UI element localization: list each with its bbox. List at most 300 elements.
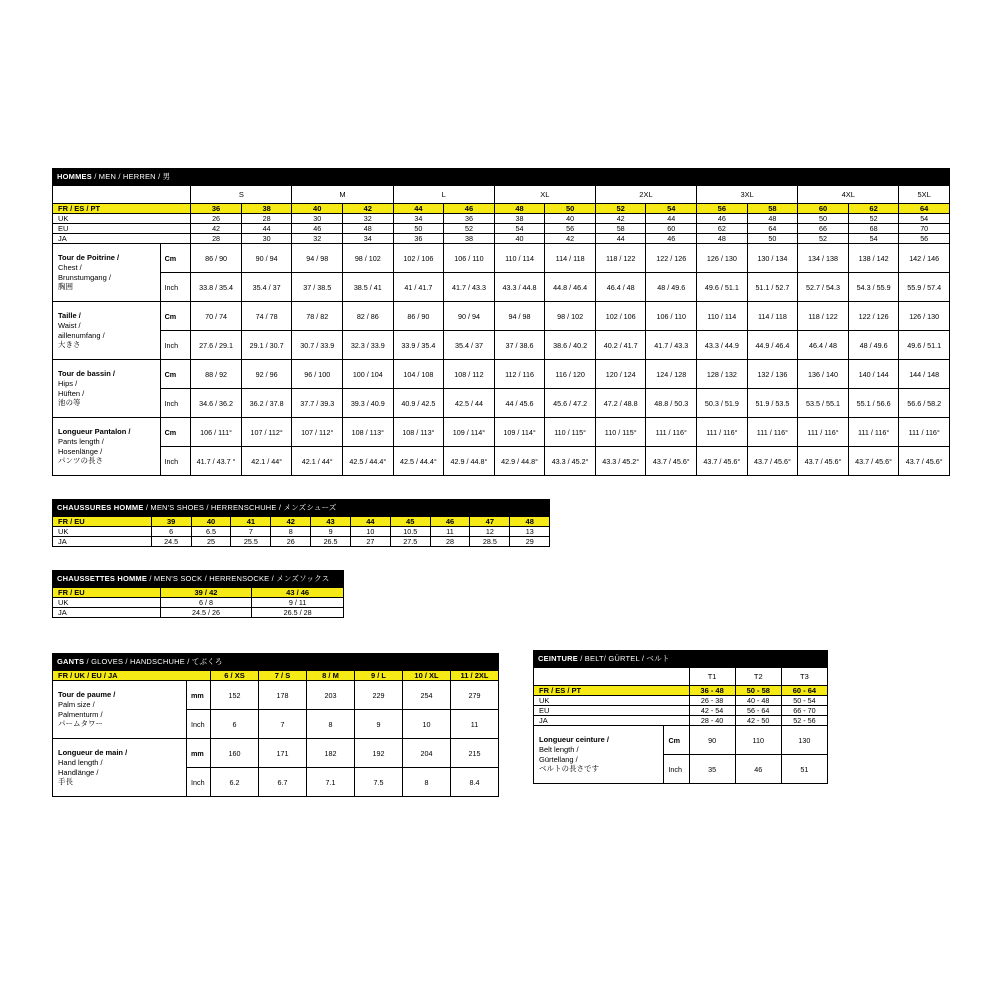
men-measure-value-inch: 32.3 / 33.9 <box>343 331 394 360</box>
men-size-value: 38 <box>444 234 495 244</box>
shoes-value: 27 <box>351 537 391 547</box>
men-measure-value-cm: 118 / 122 <box>595 244 646 273</box>
socks-value: 39 / 42 <box>160 588 252 598</box>
shoes-value: 6.5 <box>191 527 231 537</box>
men-measure-value-inch: 42.5 / 44 <box>444 389 495 418</box>
men-measure-value-inch: 41 / 41.7 <box>393 273 444 302</box>
men-measure-value-cm: 142 / 146 <box>899 244 950 273</box>
men-measure-value-inch: 43.7 / 45.6° <box>697 447 748 476</box>
gloves-value-mm: 182 <box>307 739 355 768</box>
belt-title-rest: / BELT/ GÜRTEL / ベルト <box>577 654 670 663</box>
belt-measure-value-cm: 110 <box>735 726 781 755</box>
men-measure-value-inch: 43.7 / 45.6° <box>747 447 798 476</box>
belt-measure-value-inch: 35 <box>689 755 735 784</box>
shoes-row <box>53 537 550 547</box>
socks-row-label: JA <box>53 608 161 618</box>
gloves-value-mm: 215 <box>451 739 499 768</box>
gloves-value-mm: 254 <box>403 681 451 710</box>
men-size-value: 38 <box>241 204 292 214</box>
men-measure-value-cm: 106 / 110 <box>646 302 697 331</box>
men-size-value: 56 <box>697 204 748 214</box>
shoes-value: 12 <box>470 527 510 537</box>
gloves-value-inch: 7.1 <box>307 768 355 797</box>
men-size-value: 40 <box>494 234 545 244</box>
men-group-size: L <box>393 186 494 204</box>
gloves-value-inch: 8.4 <box>451 768 499 797</box>
measure-label: Tour de Poitrine / Chest / Brunstumgang / 胸囲 <box>53 244 161 302</box>
gloves-measure-row-mm <box>53 681 499 710</box>
men-standard-row <box>53 214 950 224</box>
men-measure-value-inch: 37 / 38.6 <box>494 331 545 360</box>
men-measure-value-cm: 138 / 142 <box>848 244 899 273</box>
men-measure-value-inch: 38.6 / 40.2 <box>545 331 596 360</box>
men-measure-value-cm: 70 / 74 <box>191 302 242 331</box>
belt-row-label: UK <box>534 696 690 706</box>
men-measure-value-cm: 94 / 98 <box>292 244 343 273</box>
socks-value: 9 / 11 <box>252 598 344 608</box>
gloves-value-inch: 7 <box>259 710 307 739</box>
shoes-row-label: UK <box>53 527 152 537</box>
gloves-value-mm: 192 <box>355 739 403 768</box>
men-measure-value-inch: 44.8 / 46.4 <box>545 273 596 302</box>
men-size-value: 38 <box>494 214 545 224</box>
men-size-value: 48 <box>697 234 748 244</box>
men-measure-value-inch: 42.1 / 44° <box>241 447 292 476</box>
men-measure-value-inch: 45.6 / 47.2 <box>545 389 596 418</box>
gloves-size: 8 / M <box>307 671 355 681</box>
men-size-value: 32 <box>343 214 394 224</box>
men-size-value: 54 <box>494 224 545 234</box>
belt-row-label: JA <box>534 716 690 726</box>
men-measure-value-cm: 90 / 94 <box>241 244 292 273</box>
men-measure-value-cm: 108 / 113° <box>393 418 444 447</box>
men-group-size: 5XL <box>899 186 950 204</box>
men-measure-value-inch: 40.9 / 42.5 <box>393 389 444 418</box>
shoes-row <box>53 527 550 537</box>
men-measure-value-cm: 90 / 94 <box>444 302 495 331</box>
gloves-header-label: FR / UK / EU / JA <box>53 671 211 681</box>
belt-row-label: EU <box>534 706 690 716</box>
belt-row <box>534 706 828 716</box>
gloves-value-inch: 8 <box>403 768 451 797</box>
shoes-value: 9 <box>311 527 351 537</box>
shoes-value: 39 <box>151 517 191 527</box>
men-size-value: 34 <box>343 234 394 244</box>
men-measure-value-cm: 136 / 140 <box>798 360 849 389</box>
men-size-value: 28 <box>241 214 292 224</box>
belt-measure-value-inch: 46 <box>735 755 781 784</box>
men-size-value: 36 <box>444 214 495 224</box>
gloves-title: GANTS <box>57 657 85 666</box>
shoes-value: 25 <box>191 537 231 547</box>
men-row-label: JA <box>53 234 191 244</box>
men-size-value: 52 <box>444 224 495 234</box>
men-size-value: 44 <box>646 214 697 224</box>
men-measure-value-inch: 39.3 / 40.9 <box>343 389 394 418</box>
belt-row-label: FR / ES / PT <box>534 686 690 696</box>
men-measure-value-cm: 108 / 112 <box>444 360 495 389</box>
men-title-rest: / MEN / HERREN / 男 <box>91 172 171 181</box>
shoes-value: 41 <box>231 517 271 527</box>
shoes-value: 10.5 <box>390 527 430 537</box>
socks-row <box>53 608 344 618</box>
unit-cm: Cm <box>664 726 689 755</box>
men-size-value: 68 <box>848 224 899 234</box>
men-size-table <box>52 185 950 476</box>
men-measure-value-inch: 50.3 / 51.9 <box>697 389 748 418</box>
belt-value: 26 - 38 <box>689 696 735 706</box>
men-measure-value-cm: 92 / 96 <box>241 360 292 389</box>
men-measure-value-inch: 43.3 / 44.8 <box>494 273 545 302</box>
men-size-value: 52 <box>595 204 646 214</box>
men-measure-value-inch: 37.7 / 39.3 <box>292 389 343 418</box>
men-socks-block <box>52 570 344 618</box>
belt-measure-value-cm: 130 <box>781 726 827 755</box>
men-measure-value-inch: 56.6 / 58.2 <box>899 389 950 418</box>
men-measure-value-inch: 47.2 / 48.8 <box>595 389 646 418</box>
men-size-value: 32 <box>292 234 343 244</box>
men-measure-value-cm: 110 / 115° <box>545 418 596 447</box>
socks-size-table <box>52 587 344 618</box>
men-size-value: 42 <box>595 214 646 224</box>
measure-label: Longueur Pantalon / Pants length / Hosenlänge / パンツの長さ <box>53 418 161 476</box>
men-group-size: S <box>191 186 292 204</box>
men-measure-value-inch: 54.3 / 55.9 <box>848 273 899 302</box>
men-size-value: 44 <box>393 204 444 214</box>
socks-row-label: UK <box>53 598 161 608</box>
men-measure-value-cm: 140 / 144 <box>848 360 899 389</box>
men-size-value: 36 <box>191 204 242 214</box>
shoes-value: 47 <box>470 517 510 527</box>
gloves-value-inch: 9 <box>355 710 403 739</box>
unit-mm: mm <box>187 739 211 768</box>
shoes-value: 28.5 <box>470 537 510 547</box>
men-measure-value-cm: 128 / 132 <box>697 360 748 389</box>
men-size-value: 66 <box>798 224 849 234</box>
men-measure-value-inch: 43.7 / 45.6° <box>646 447 697 476</box>
men-size-value: 40 <box>292 204 343 214</box>
men-standard-row <box>53 204 950 214</box>
men-size-value: 58 <box>747 204 798 214</box>
men-size-value: 70 <box>899 224 950 234</box>
belt-size: T1 <box>689 668 735 686</box>
men-measure-value-inch: 41.7 / 43.3 <box>646 331 697 360</box>
men-measure-value-cm: 107 / 112° <box>241 418 292 447</box>
belt-block <box>533 650 828 784</box>
unit-inch: Inch <box>664 755 689 784</box>
men-measure-value-cm: 106 / 111° <box>191 418 242 447</box>
men-measure-value-inch: 38.5 / 41 <box>343 273 394 302</box>
shoes-value: 11 <box>430 527 470 537</box>
men-size-value: 56 <box>545 224 596 234</box>
shoes-value: 42 <box>271 517 311 527</box>
unit-inch: Inch <box>160 331 191 360</box>
men-measure-value-cm: 94 / 98 <box>494 302 545 331</box>
men-measure-value-inch: 41.7 / 43.7 ° <box>191 447 242 476</box>
men-measure-value-inch: 36.2 / 37.8 <box>241 389 292 418</box>
belt-value: 66 - 70 <box>781 706 827 716</box>
men-measure-value-cm: 96 / 100 <box>292 360 343 389</box>
men-measure-value-inch: 35.4 / 37 <box>444 331 495 360</box>
men-size-value: 64 <box>747 224 798 234</box>
men-measure-value-cm: 111 / 116° <box>848 418 899 447</box>
men-measure-value-inch: 46.4 / 48 <box>798 331 849 360</box>
men-size-value: 30 <box>241 234 292 244</box>
men-measure-value-inch: 55.1 / 56.6 <box>848 389 899 418</box>
men-measure-value-cm: 111 / 116° <box>697 418 748 447</box>
belt-value: 56 - 64 <box>735 706 781 716</box>
men-measure-value-inch: 41.7 / 43.3 <box>444 273 495 302</box>
shoes-value: 46 <box>430 517 470 527</box>
men-measure-row-cm <box>53 418 950 447</box>
shoes-title-rest: / MEN'S SHOES / HERRENSCHUHE / メンズシューズ <box>143 503 337 512</box>
men-measure-value-inch: 44 / 45.6 <box>494 389 545 418</box>
men-size-value: 52 <box>798 234 849 244</box>
measure-label: Tour de bassin / Hips / Hüften / 池の等 <box>53 360 161 418</box>
men-size-value: 54 <box>848 234 899 244</box>
men-measure-value-inch: 52.7 / 54.3 <box>798 273 849 302</box>
men-size-value: 44 <box>241 224 292 234</box>
men-size-value: 46 <box>292 224 343 234</box>
unit-cm: Cm <box>160 302 191 331</box>
men-measure-value-inch: 42.1 / 44° <box>292 447 343 476</box>
belt-value: 42 - 54 <box>689 706 735 716</box>
belt-block-title <box>533 650 828 667</box>
men-size-value: 62 <box>697 224 748 234</box>
shoes-value: 28 <box>430 537 470 547</box>
men-group-header-row <box>53 186 950 204</box>
men-row-label: EU <box>53 224 191 234</box>
men-measure-value-inch: 43.7 / 45.6° <box>798 447 849 476</box>
men-measure-value-cm: 126 / 130 <box>697 244 748 273</box>
measure-label: Taille / Waist / aillenumfang / 大きさ <box>53 302 161 360</box>
men-measure-value-cm: 122 / 126 <box>646 244 697 273</box>
men-size-value: 58 <box>595 224 646 234</box>
men-measure-value-cm: 100 / 104 <box>343 360 394 389</box>
belt-title: CEINTURE <box>538 654 578 663</box>
shoes-size-table <box>52 516 550 547</box>
men-measure-value-cm: 132 / 136 <box>747 360 798 389</box>
men-measure-value-cm: 82 / 86 <box>343 302 394 331</box>
men-size-value: 42 <box>191 224 242 234</box>
belt-group-header-row <box>534 668 828 686</box>
gloves-value-inch: 6.2 <box>211 768 259 797</box>
men-size-value: 50 <box>747 234 798 244</box>
men-measure-value-cm: 134 / 138 <box>798 244 849 273</box>
men-measure-value-inch: 48 / 49.6 <box>646 273 697 302</box>
men-measure-value-cm: 109 / 114° <box>444 418 495 447</box>
men-measure-value-cm: 110 / 114 <box>494 244 545 273</box>
men-size-value: 46 <box>697 214 748 224</box>
men-measure-value-inch: 42.9 / 44.8° <box>494 447 545 476</box>
shoes-value: 45 <box>390 517 430 527</box>
men-measure-value-inch: 40.2 / 41.7 <box>595 331 646 360</box>
measure-label: Longueur ceinture / Belt length / Gürtellang / ベルトの長さです <box>534 726 664 784</box>
men-measure-value-cm: 112 / 116 <box>494 360 545 389</box>
men-measure-value-cm: 102 / 106 <box>393 244 444 273</box>
men-measure-value-cm: 144 / 148 <box>899 360 950 389</box>
men-row-label: FR / ES / PT <box>53 204 191 214</box>
men-measure-value-inch: 29.1 / 30.7 <box>241 331 292 360</box>
men-measure-value-inch: 44.9 / 46.4 <box>747 331 798 360</box>
men-measure-value-inch: 49.6 / 51.1 <box>899 331 950 360</box>
shoes-row-label: JA <box>53 537 152 547</box>
shoes-value: 27.5 <box>390 537 430 547</box>
men-title: HOMMES <box>57 172 92 181</box>
shoes-title: CHAUSSURES HOMME <box>57 503 144 512</box>
men-measure-value-cm: 86 / 90 <box>191 244 242 273</box>
men-size-value: 40 <box>545 214 596 224</box>
gloves-size: 9 / L <box>355 671 403 681</box>
men-group-size: XL <box>494 186 595 204</box>
socks-title-rest: / MEN'S SOCK / HERRENSOCKE / メンズソックス <box>147 574 330 583</box>
men-measure-value-cm: 108 / 113° <box>343 418 394 447</box>
men-measure-value-cm: 102 / 106 <box>595 302 646 331</box>
belt-value: 50 - 58 <box>735 686 781 696</box>
belt-size-table <box>533 667 828 784</box>
men-size-value: 62 <box>848 204 899 214</box>
gloves-value-inch: 6.7 <box>259 768 307 797</box>
socks-value: 24.5 / 26 <box>160 608 252 618</box>
shoes-value: 7 <box>231 527 271 537</box>
belt-measure-value-cm: 90 <box>689 726 735 755</box>
belt-row <box>534 716 828 726</box>
gloves-value-inch: 11 <box>451 710 499 739</box>
men-size-value: 54 <box>646 204 697 214</box>
shoes-value: 10 <box>351 527 391 537</box>
men-measure-value-inch: 37 / 38.5 <box>292 273 343 302</box>
men-measure-row-cm <box>53 360 950 389</box>
measure-label: Longueur de main / Hand length / Handlänge / 手長 <box>53 739 187 797</box>
measure-label: Tour de paume / Palm size / Palmenturm / パームタワー <box>53 681 187 739</box>
belt-size: T2 <box>735 668 781 686</box>
men-measure-value-cm: 118 / 122 <box>798 302 849 331</box>
men-measure-value-inch: 48.8 / 50.3 <box>646 389 697 418</box>
spacer-cell <box>53 186 191 204</box>
men-measure-value-inch: 49.6 / 51.1 <box>697 273 748 302</box>
socks-row <box>53 598 344 608</box>
gloves-value-mm: 171 <box>259 739 307 768</box>
gloves-size: 10 / XL <box>403 671 451 681</box>
men-measure-value-cm: 74 / 78 <box>241 302 292 331</box>
belt-measure-value-inch: 51 <box>781 755 827 784</box>
men-measure-value-inch: 34.6 / 36.2 <box>191 389 242 418</box>
men-size-value: 42 <box>545 234 596 244</box>
men-measure-value-inch: 35.4 / 37 <box>241 273 292 302</box>
socks-value: 43 / 46 <box>252 588 344 598</box>
men-size-value: 60 <box>798 204 849 214</box>
men-size-value: 46 <box>444 204 495 214</box>
men-size-value: 50 <box>545 204 596 214</box>
gloves-value-mm: 178 <box>259 681 307 710</box>
gloves-block <box>52 653 499 797</box>
men-size-value: 30 <box>292 214 343 224</box>
men-measure-value-cm: 88 / 92 <box>191 360 242 389</box>
men-measure-value-inch: 43.7 / 45.6° <box>899 447 950 476</box>
shoes-value: 25.5 <box>231 537 271 547</box>
men-size-value: 42 <box>343 204 394 214</box>
men-measure-value-cm: 98 / 102 <box>343 244 394 273</box>
men-block-title <box>52 168 950 185</box>
unit-inch: Inch <box>160 273 191 302</box>
unit-mm: mm <box>187 681 211 710</box>
men-size-value: 52 <box>848 214 899 224</box>
belt-measure-row-cm <box>534 726 828 755</box>
gloves-value-mm: 152 <box>211 681 259 710</box>
men-measure-value-cm: 106 / 110 <box>444 244 495 273</box>
unit-cm: Cm <box>160 244 191 273</box>
men-size-value: 54 <box>899 214 950 224</box>
men-size-value: 56 <box>899 234 950 244</box>
belt-value: 36 - 48 <box>689 686 735 696</box>
men-measure-value-cm: 110 / 114 <box>697 302 748 331</box>
men-group-size: 4XL <box>798 186 899 204</box>
gloves-value-mm: 203 <box>307 681 355 710</box>
belt-row <box>534 686 828 696</box>
men-size-value: 48 <box>343 224 394 234</box>
men-measure-value-inch: 55.9 / 57.4 <box>899 273 950 302</box>
shoes-value: 48 <box>510 517 550 527</box>
shoes-row <box>53 517 550 527</box>
gloves-size: 6 / XS <box>211 671 259 681</box>
men-measure-value-cm: 107 / 112° <box>292 418 343 447</box>
men-measure-row-inch <box>53 389 950 418</box>
unit-inch: Inch <box>160 389 191 418</box>
belt-row <box>534 696 828 706</box>
men-measure-row-inch <box>53 273 950 302</box>
men-size-value: 36 <box>393 234 444 244</box>
men-size-value: 26 <box>191 214 242 224</box>
gloves-size-table <box>52 670 499 797</box>
men-standard-row <box>53 234 950 244</box>
men-measure-value-cm: 110 / 115° <box>595 418 646 447</box>
belt-value: 50 - 54 <box>781 696 827 706</box>
men-measure-value-cm: 109 / 114° <box>494 418 545 447</box>
gloves-value-mm: 229 <box>355 681 403 710</box>
socks-row <box>53 588 344 598</box>
shoes-value: 26 <box>271 537 311 547</box>
men-size-value: 28 <box>191 234 242 244</box>
gloves-size: 7 / S <box>259 671 307 681</box>
belt-value: 60 - 64 <box>781 686 827 696</box>
men-size-value: 44 <box>595 234 646 244</box>
men-size-value: 60 <box>646 224 697 234</box>
socks-value: 26.5 / 28 <box>252 608 344 618</box>
shoes-value: 26.5 <box>311 537 351 547</box>
gloves-title-rest: / GLOVES / HANDSCHUHE / てぶくろ <box>84 657 223 666</box>
men-size-value: 34 <box>393 214 444 224</box>
men-measure-value-cm: 111 / 116° <box>899 418 950 447</box>
men-measure-value-cm: 116 / 120 <box>545 360 596 389</box>
shoes-block-title <box>52 499 550 516</box>
men-measure-value-inch: 33.9 / 35.4 <box>393 331 444 360</box>
men-measure-value-inch: 43.3 / 44.9 <box>697 331 748 360</box>
shoes-value: 6 <box>151 527 191 537</box>
shoes-value: 8 <box>271 527 311 537</box>
shoes-row-label: FR / EU <box>53 517 152 527</box>
men-measure-value-cm: 78 / 82 <box>292 302 343 331</box>
men-measure-value-inch: 42.9 / 44.8° <box>444 447 495 476</box>
unit-cm: Cm <box>160 360 191 389</box>
men-measure-value-cm: 120 / 124 <box>595 360 646 389</box>
shoes-value: 24.5 <box>151 537 191 547</box>
men-shoes-block <box>52 499 550 547</box>
men-measure-value-cm: 114 / 118 <box>747 302 798 331</box>
men-measure-row-cm <box>53 302 950 331</box>
men-size-value: 48 <box>494 204 545 214</box>
men-measure-value-inch: 48 / 49.6 <box>848 331 899 360</box>
gloves-measure-row-mm <box>53 739 499 768</box>
